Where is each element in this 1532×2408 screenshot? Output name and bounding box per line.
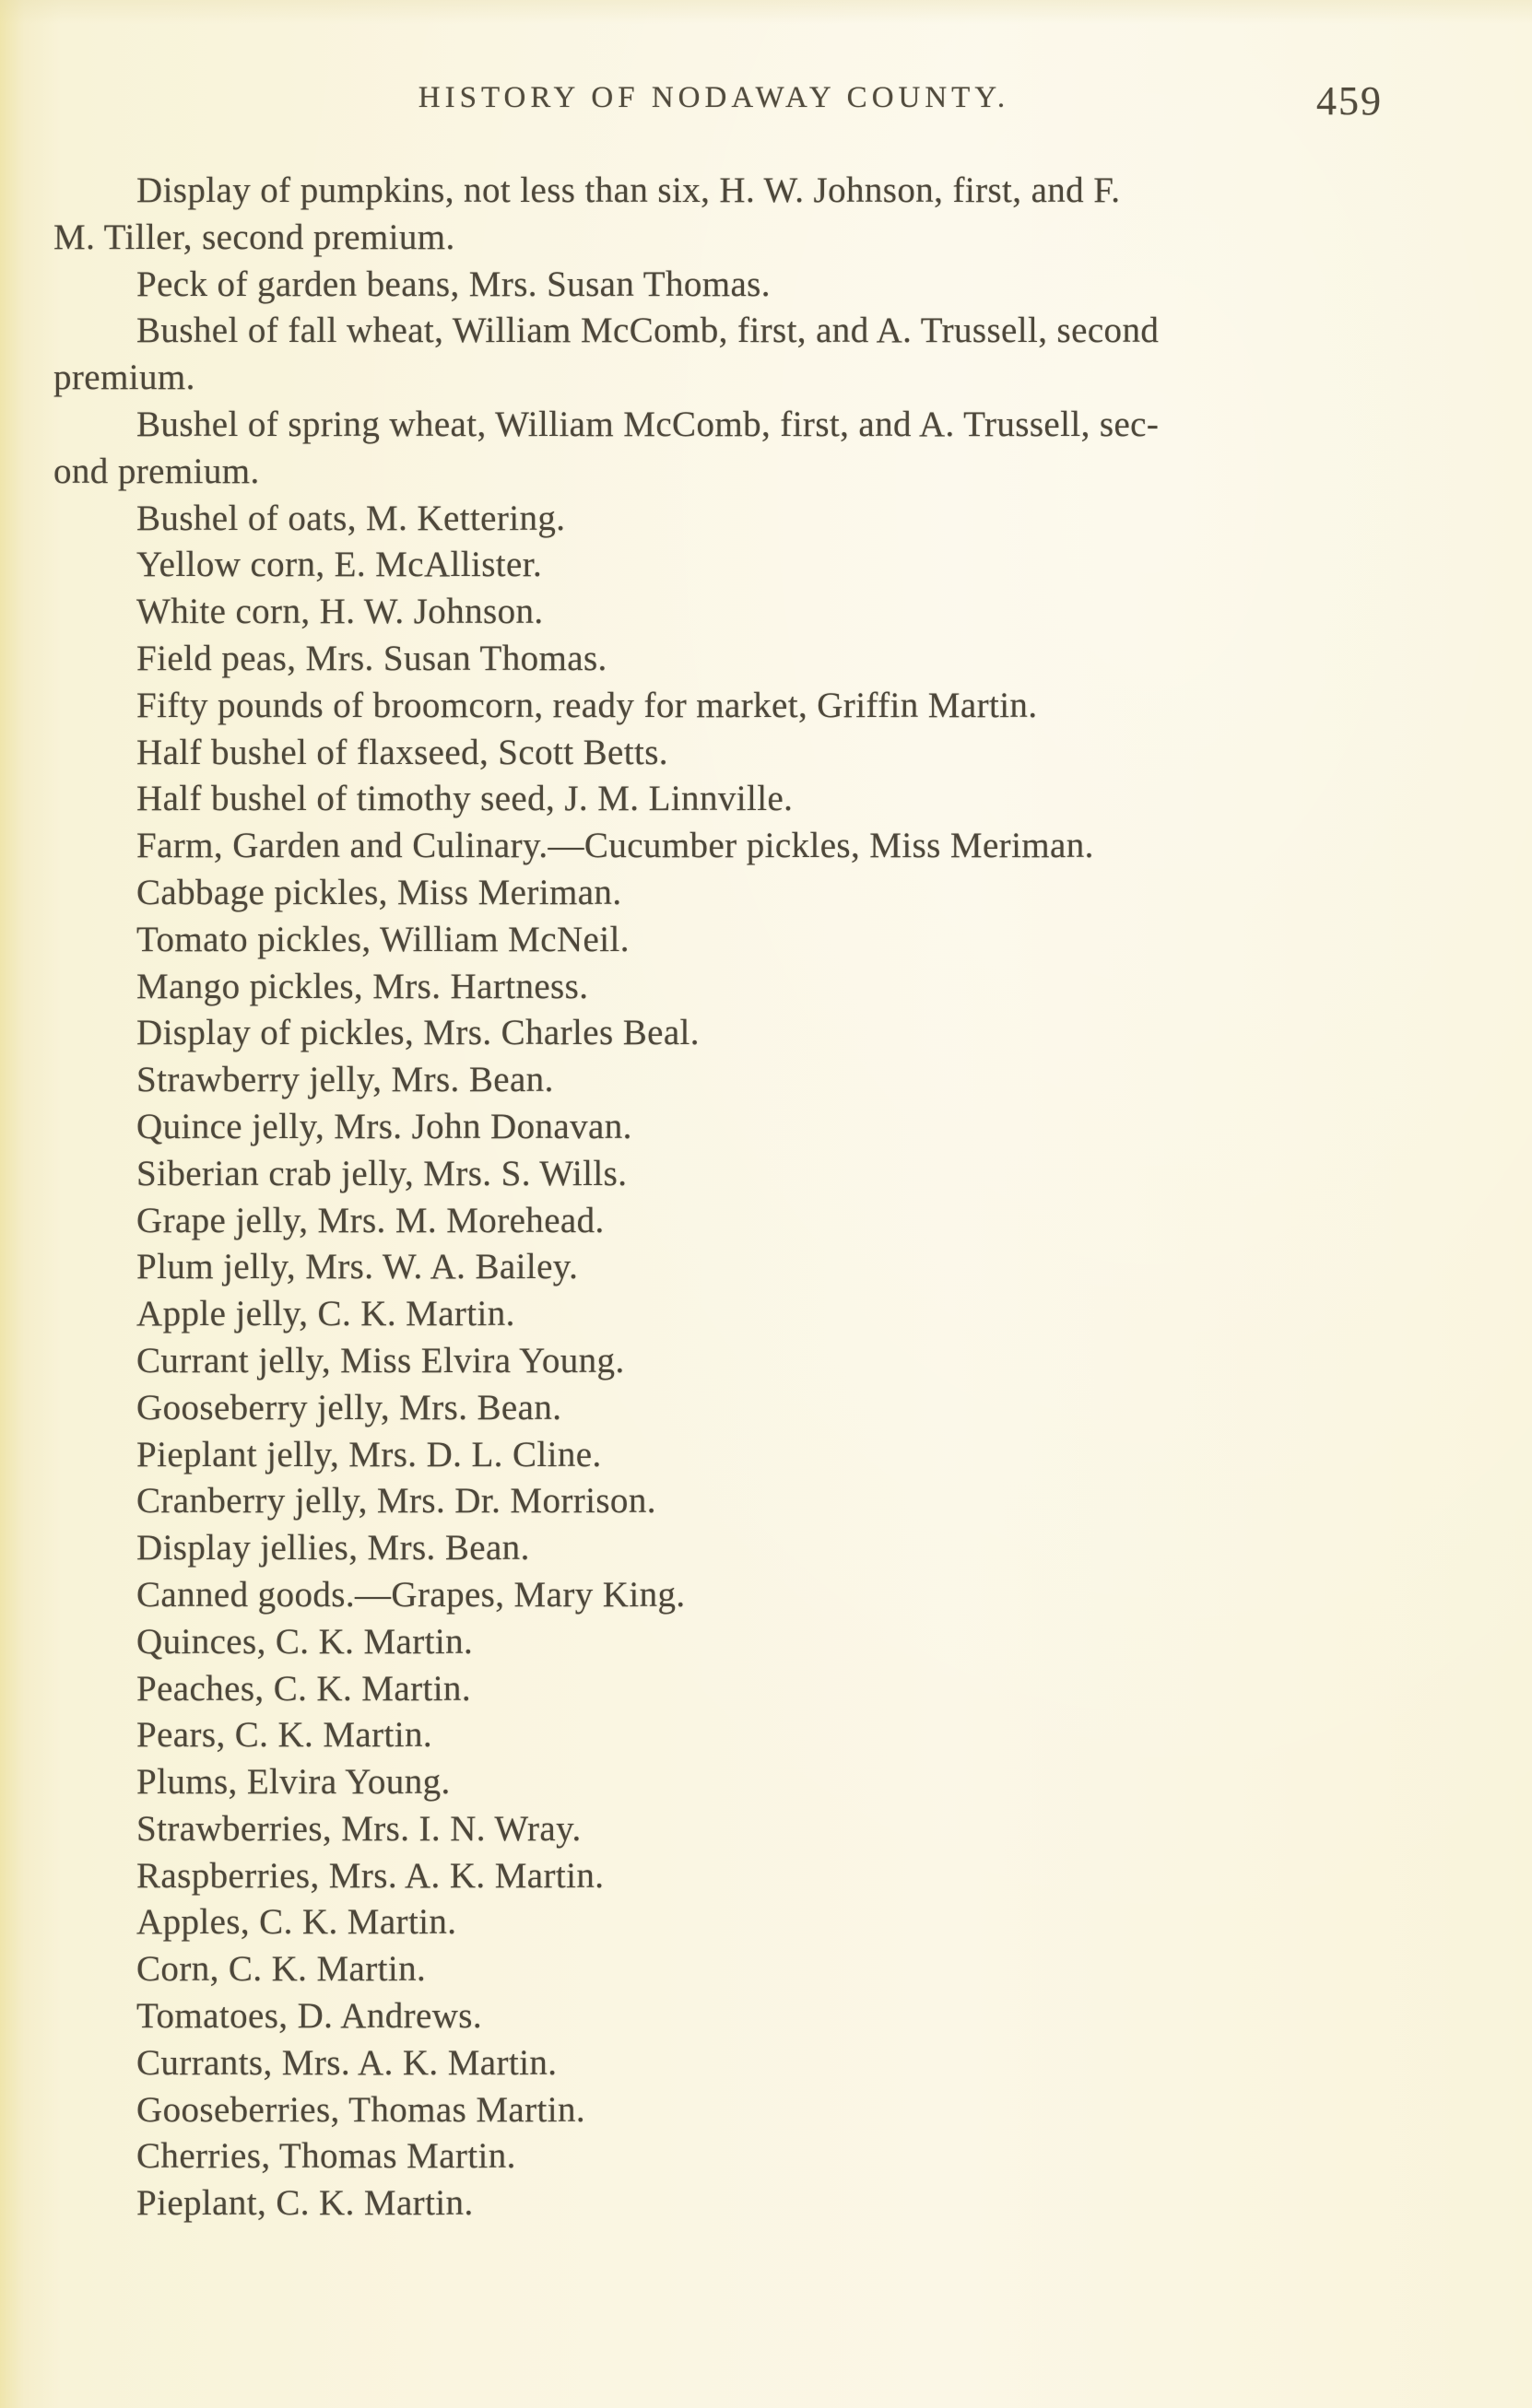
text-line: Strawberry jelly, Mrs. Bean. xyxy=(136,1060,554,1100)
text-line: Currants, Mrs. A. K. Martin. xyxy=(136,2042,558,2083)
text-line: Bushel of fall wheat, William McComb, first, and A. Trussell, second xyxy=(136,311,1160,351)
running-header-title: HISTORY OF NODAWAY COUNTY. xyxy=(418,81,1010,114)
text-line: Cranberry jelly, Mrs. Dr. Morrison. xyxy=(136,1481,656,1521)
text-line: Bushel of spring wheat, William McComb, first, and A. Trussell, sec- xyxy=(136,404,1160,444)
text-line: Tomato pickles, William McNeil. xyxy=(136,919,630,959)
body-text xyxy=(53,168,1436,2227)
page-header xyxy=(0,77,1532,123)
text-line: Half bushel of timothy seed, J. M. Linnville. xyxy=(136,779,794,819)
page-number: 459 xyxy=(1316,78,1383,123)
text-line: Strawberries, Mrs. I. N. Wray. xyxy=(136,1808,582,1849)
text-line: Pieplant, C. K. Martin. xyxy=(136,2183,474,2224)
text-line: Grape jelly, Mrs. M. Morehead. xyxy=(136,1200,605,1240)
text-line: Peck of garden beans, Mrs. Susan Thomas. xyxy=(136,264,771,304)
text-line: Corn, C. K. Martin. xyxy=(136,1949,427,1990)
text-line: M. Tiller, second premium. xyxy=(53,217,455,257)
text-line: Farm, Garden and Culinary.—Cucumber pickles, Miss Meriman. xyxy=(136,826,1094,866)
text-line: Currant jelly, Miss Elvira Young. xyxy=(136,1340,625,1380)
text-line: Plum jelly, Mrs. W. A. Bailey. xyxy=(136,1247,579,1287)
text-line: Cabbage pickles, Miss Meriman. xyxy=(136,872,622,912)
text-line: Display of pumpkins, not less than six, H. W. Johnson, first, and F. xyxy=(136,170,1121,210)
text-line: Raspberries, Mrs. A. K. Martin. xyxy=(136,1855,605,1896)
text-line: Tomatoes, D. Andrews. xyxy=(136,1996,483,2037)
text-line: Half bushel of flaxseed, Scott Betts. xyxy=(136,732,668,772)
text-line: Quince jelly, Mrs. John Donavan. xyxy=(136,1106,632,1146)
text-line: Cherries, Thomas Martin. xyxy=(136,2136,516,2177)
text-line: Peaches, C. K. Martin. xyxy=(136,1668,471,1709)
text-line: Pears, C. K. Martin. xyxy=(136,1715,433,1756)
text-line: Quinces, C. K. Martin. xyxy=(136,1621,474,1662)
text-line: Apple jelly, C. K. Martin. xyxy=(136,1294,515,1334)
text-line: Plums, Elvira Young. xyxy=(136,1762,451,1803)
text-line: Canned goods.—Grapes, Mary King. xyxy=(136,1574,686,1615)
text-line: Yellow corn, E. McAllister. xyxy=(136,545,543,585)
text-line: Display jellies, Mrs. Bean. xyxy=(136,1528,530,1568)
text-line: Mango pickles, Mrs. Hartness. xyxy=(136,966,589,1006)
text-line: Gooseberry jelly, Mrs. Bean. xyxy=(136,1387,562,1427)
text-line: Pieplant jelly, Mrs. D. L. Cline. xyxy=(136,1434,602,1474)
text-line: Apples, C. K. Martin. xyxy=(136,1902,457,1943)
text-line: Siberian crab jelly, Mrs. S. Wills. xyxy=(136,1153,628,1193)
text-line: premium. xyxy=(53,358,195,398)
text-line: Display of pickles, Mrs. Charles Beal. xyxy=(136,1013,700,1053)
text-line: Field peas, Mrs. Susan Thomas. xyxy=(136,638,607,678)
text-line: ond premium. xyxy=(53,451,260,491)
text-line: Fifty pounds of broomcorn, ready for market, Griffin Martin. xyxy=(136,685,1038,725)
text-line: White corn, H. W. Johnson. xyxy=(136,592,544,632)
text-line: Gooseberries, Thomas Martin. xyxy=(136,2089,586,2130)
text-line: Bushel of oats, M. Kettering. xyxy=(136,498,566,538)
